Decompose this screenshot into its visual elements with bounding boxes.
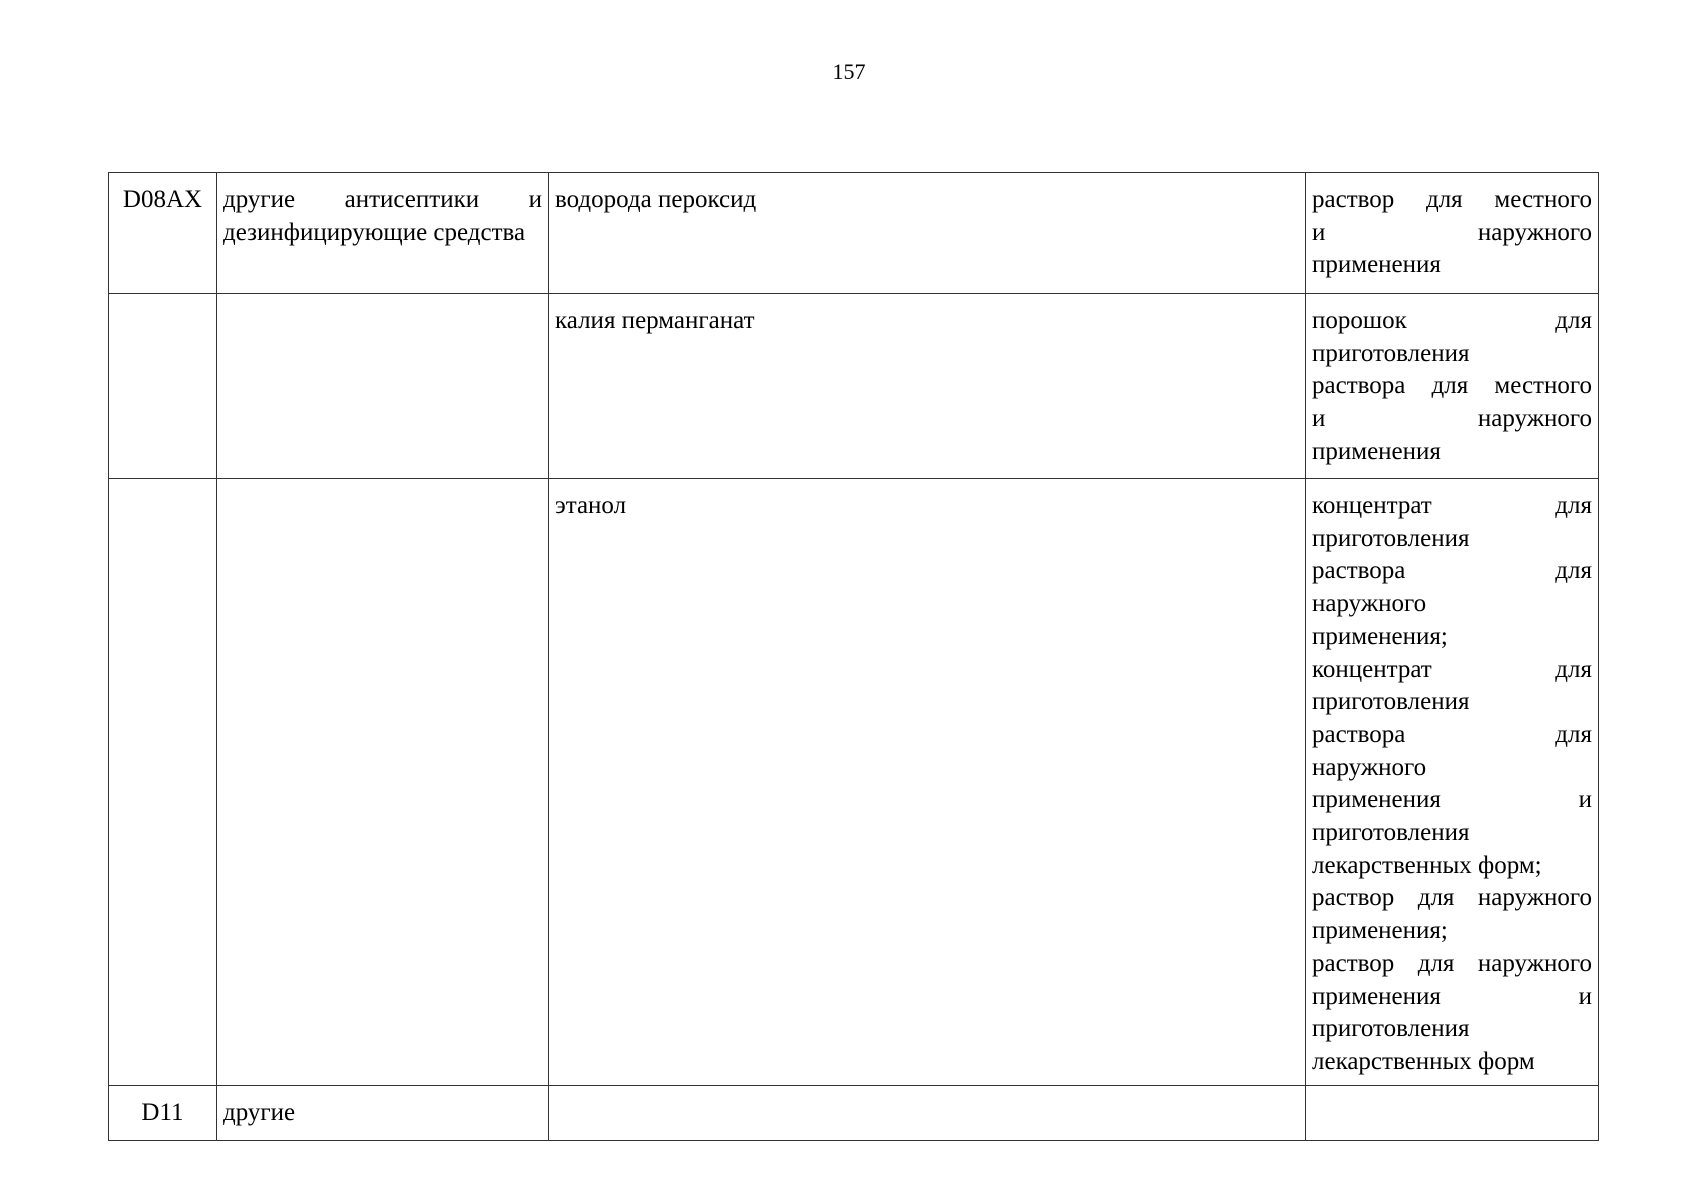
dosage-form-line: наружного (1312, 753, 1427, 781)
table-row (109, 479, 1599, 1086)
dosage-form-line: лекарственных форм (1312, 1047, 1535, 1075)
dosage-form-line: применения; (1312, 622, 1448, 650)
dosage-form-line: приготовления (1312, 688, 1470, 716)
dosage-form-line: наружного (1312, 590, 1427, 618)
dosage-form-cell (1306, 294, 1599, 479)
dosage-form-cell (1306, 479, 1599, 1086)
dosage-form-line: применения (1312, 251, 1441, 279)
dosage-form-line: порошок для (1312, 307, 1592, 334)
dosage-form-line: приготовления (1312, 524, 1470, 552)
dosage-form-line: концентрат для (1312, 655, 1592, 683)
dosage-form-line: применения (1312, 437, 1441, 465)
dosage-form-line: раствора для (1312, 720, 1592, 748)
dosage-form-line: применения; (1312, 917, 1448, 945)
dosage-form-cell (1306, 1085, 1599, 1140)
dosage-form-line: концентрат для (1312, 492, 1592, 519)
dosage-form-line: приготовления (1312, 1015, 1470, 1043)
drug-name-cell: этанол (549, 479, 1306, 1086)
dosage-form-line: раствора для (1312, 557, 1592, 585)
dosage-form-line: раствора для местного (1312, 372, 1592, 400)
table-row (109, 173, 1599, 294)
anatomical-group-cell (217, 294, 549, 479)
atc-code-cell (109, 479, 217, 1086)
dosage-form-line: и наружного (1312, 218, 1592, 246)
anatomical-group-cell (217, 479, 549, 1086)
table-row (109, 294, 1599, 479)
drug-name-cell (549, 1085, 1306, 1140)
table-row (109, 1085, 1599, 1140)
drug-name-cell: калия перманганат (549, 294, 1306, 479)
atc-code-cell: D08AX (109, 173, 217, 294)
dosage-form-line: раствор для наружного (1312, 884, 1592, 912)
dosage-form-line: применения и (1312, 786, 1592, 814)
page-number: 157 (832, 59, 866, 84)
anatomical-group-cell: другие (217, 1085, 549, 1140)
dosage-form-line: раствор для местного (1312, 186, 1592, 213)
dosage-form-line: и наружного (1312, 405, 1592, 433)
dosage-form-cell (1306, 173, 1599, 294)
atc-code-cell (109, 294, 217, 479)
drug-name-cell: водорода пероксид (549, 173, 1306, 294)
dosage-form-line: лекарственных форм; (1312, 851, 1542, 879)
drug-table (108, 172, 1599, 1141)
dosage-form-line: приготовления (1312, 339, 1470, 367)
dosage-form-line: применения и (1312, 982, 1592, 1010)
dosage-form-line: раствор для наружного (1312, 949, 1592, 977)
atc-code-cell: D11 (109, 1085, 217, 1140)
anatomical-group-cell: другие антисептики и дезинфицирующие средства (217, 173, 549, 294)
dosage-form-line: приготовления (1312, 819, 1470, 847)
